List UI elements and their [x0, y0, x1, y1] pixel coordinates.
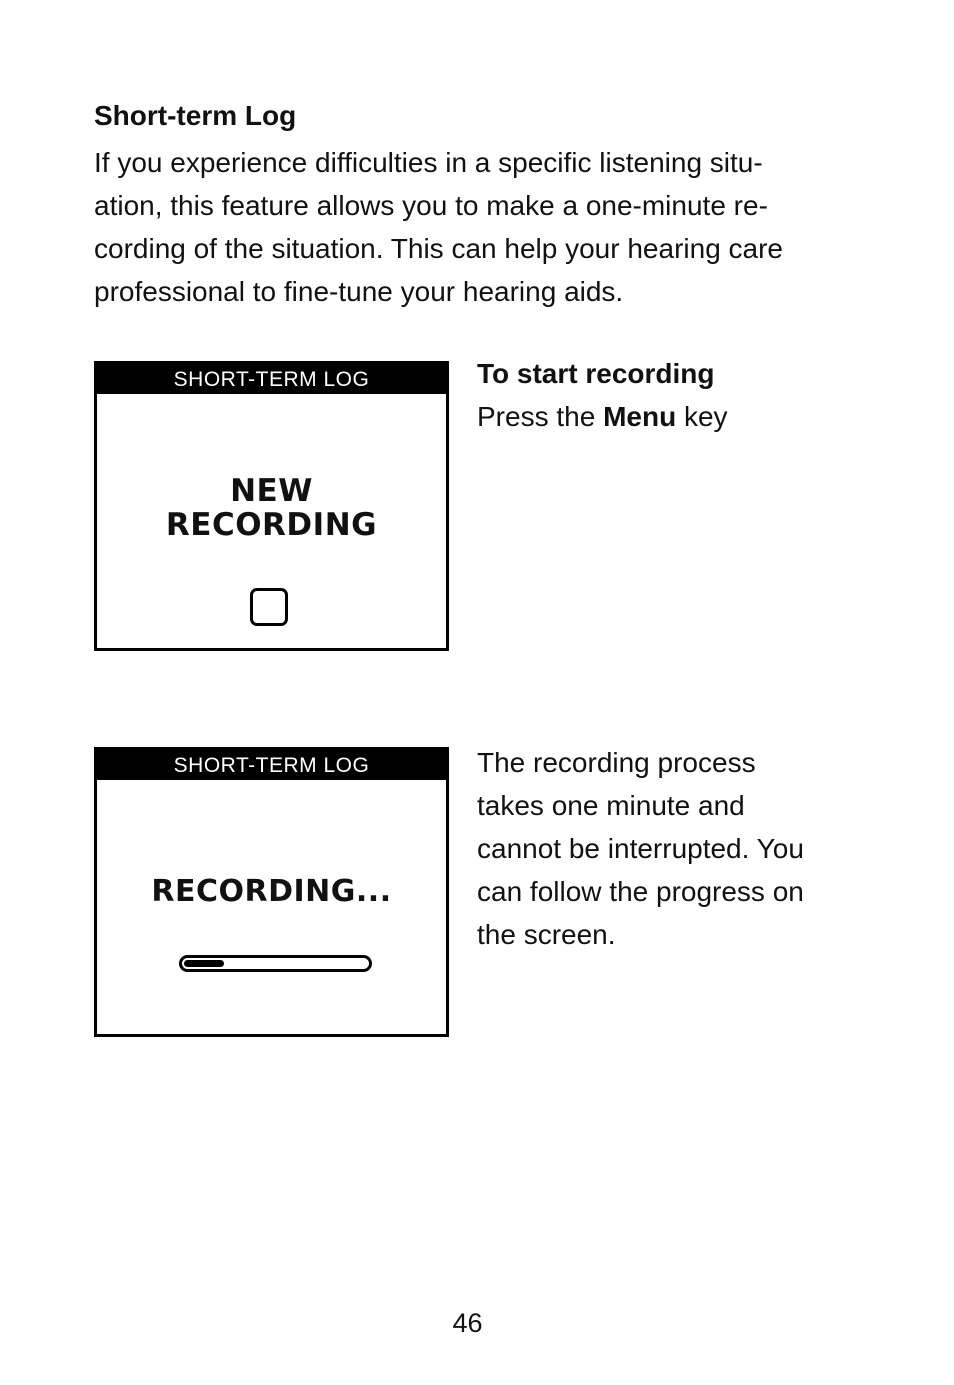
instruction-text: Press the [477, 401, 604, 432]
description-line: The recording process [477, 747, 756, 778]
progress-fill [184, 960, 224, 967]
label-line: RECORDING [165, 507, 378, 543]
device-screen-new-recording [94, 361, 449, 651]
description-line: takes one minute and [477, 790, 745, 821]
step-instruction [477, 399, 728, 435]
new-recording-label [97, 474, 446, 542]
screen-header: SHORT-TERM LOG [97, 364, 446, 394]
intro-line: cording of the situation. This can help your hearing care [94, 233, 784, 264]
intro-line: If you experience difficulties in a specific listening situ- [94, 147, 763, 178]
recording-label: RECORDING... [151, 874, 392, 909]
progress-bar [179, 955, 372, 972]
instruction-text: key [676, 401, 728, 432]
intro-line: ation, this feature allows you to make a one-minute re- [94, 190, 768, 221]
intro-line: professional to fine-tune your hearing aids. [94, 276, 624, 307]
description-line: cannot be interrupted. You [477, 833, 804, 864]
menu-key-label: Menu [603, 401, 677, 432]
page-number: 46 [452, 1308, 483, 1338]
section-title: Short-term Log [94, 100, 297, 131]
device-screen-recording [94, 747, 449, 1037]
description-line: can follow the progress on [477, 876, 804, 907]
recording-description [477, 741, 857, 956]
step-title: To start recording [477, 358, 715, 389]
description-line: the screen. [477, 919, 616, 950]
checkbox-icon [250, 588, 288, 626]
intro-paragraph [94, 141, 854, 313]
screen-header: SHORT-TERM LOG [97, 750, 446, 780]
label-line: NEW [230, 473, 313, 509]
